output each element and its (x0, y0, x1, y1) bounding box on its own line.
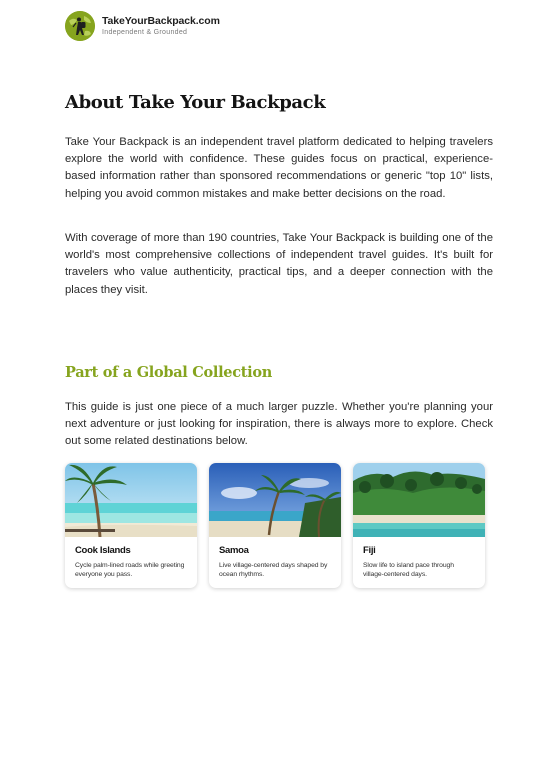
card-title: Cook Islands (75, 545, 131, 556)
fiji-beach-image (353, 463, 485, 537)
destination-card-fiji[interactable] (353, 463, 485, 588)
site-tagline: Independent & Grounded (102, 28, 188, 36)
logo-text (102, 16, 220, 36)
site-header (65, 11, 220, 41)
card-title: Fiji (363, 545, 376, 556)
about-paragraph-2: With coverage of more than 190 countries, Take Your Backpack is building one of the world's most comprehensive collections of independent travel guides. It's built for travelers who value authenticity, practical tips, and a deeper connection with the places they visit. (65, 232, 493, 296)
about-title: About Take Your Backpack (65, 92, 326, 113)
destination-card-samoa[interactable] (209, 463, 341, 588)
collection-title: Part of a Global Collection (65, 364, 272, 381)
about-paragraph-1: Take Your Backpack is an independent travel platform dedicated to helping travelers explore the world with confidence. These guides focus on practical, experience-based information rather than sponsored recommendations or generic "top 10" lists, helping you avoid common mistakes and make better decisions on the road. (65, 136, 493, 200)
collection-intro: This guide is just one piece of a much larger puzzle. Whether you're planning your next adventure or just looking for inspiration, there is always more to explore. Check out some related destinations below. (65, 401, 493, 448)
samoa-beach-image (209, 463, 341, 537)
cook-islands-beach-image (65, 463, 197, 537)
destination-cards (65, 463, 485, 588)
site-name[interactable]: TakeYourBackpack.com (102, 15, 220, 28)
backpacker-globe-logo-icon (65, 11, 95, 41)
card-title: Samoa (219, 545, 249, 556)
card-description: Live village-centered days shaped by ocean rhythms. (219, 562, 328, 578)
card-description: Cycle palm-lined roads while greeting everyone you pass. (75, 562, 185, 578)
destination-card-cook-islands[interactable] (65, 463, 197, 588)
card-description: Slow life to island pace through village-centered days. (363, 562, 454, 578)
